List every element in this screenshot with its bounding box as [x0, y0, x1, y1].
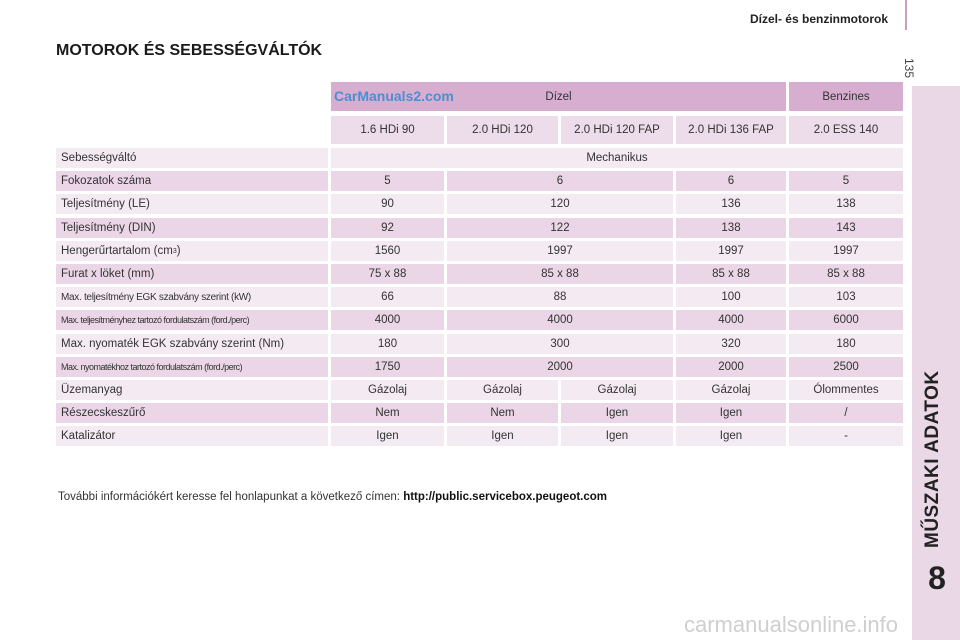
- header-title: Dízel- és benzinmotorok: [749, 12, 888, 26]
- sidebar-title: MŰSZAKI ADATOK: [922, 370, 943, 548]
- table-cell: 136: [676, 194, 786, 214]
- table-cell: 6: [447, 171, 673, 191]
- footnote-text: További információkért keresse fel honlapunkat a következő címen:: [58, 491, 404, 503]
- table-cell: 1997: [447, 241, 673, 261]
- chapter-number: 8: [928, 560, 946, 596]
- engine-header: 2.0 HDi 120 FAP: [561, 116, 673, 144]
- table-cell: 85 x 88: [447, 264, 673, 284]
- engine-header: 1.6 HDi 90: [331, 116, 444, 144]
- table-cell: Nem: [447, 403, 558, 423]
- row-label: Katalizátor: [56, 426, 328, 446]
- row-label: Teljesítmény (LE): [56, 194, 328, 214]
- page-number: 135: [902, 58, 916, 79]
- table-cell: 1560: [331, 241, 444, 261]
- table-cell: 180: [789, 334, 903, 354]
- engine-header: 2.0 HDi 120: [447, 116, 558, 144]
- table-cell: 88: [447, 287, 673, 307]
- table-cell: 2500: [789, 357, 903, 377]
- table-cell: 92: [331, 218, 444, 238]
- row-label: Max. nyomatékhoz tartozó fordulatszám (ford./perc): [56, 357, 328, 377]
- table-cell: 6: [676, 171, 786, 191]
- row-label: Max. nyomaték EGK szabvány szerint (Nm): [56, 334, 328, 354]
- engine-header: 2.0 HDi 136 FAP: [676, 116, 786, 144]
- row-label: Teljesítmény (DIN): [56, 218, 328, 238]
- watermark-bottom: carmanualsonline.info: [684, 612, 899, 637]
- table-cell: Igen: [447, 426, 558, 446]
- table-cell: 1997: [789, 241, 903, 261]
- group-header-diesel: Dízel: [331, 82, 786, 111]
- table-cell: Nem: [331, 403, 444, 423]
- table-cell: Ólommentes: [789, 380, 903, 400]
- table-cell: 180: [331, 334, 444, 354]
- table-cell: 5: [789, 171, 903, 191]
- table-cell: 4000: [676, 310, 786, 330]
- table-cell: 1750: [331, 357, 444, 377]
- table-cell: Gázolaj: [331, 380, 444, 400]
- table-cell: 66: [331, 287, 444, 307]
- row-label: Részecskeszűrő: [56, 403, 328, 423]
- table-cell: Gázolaj: [676, 380, 786, 400]
- footnote: [58, 491, 607, 503]
- table-cell: 100: [676, 287, 786, 307]
- row-label: Max. teljesítményhez tartozó fordulatszám (ford./perc): [56, 310, 328, 330]
- table-cell: 85 x 88: [789, 264, 903, 284]
- table-cell: 90: [331, 194, 444, 214]
- table-cell: Gázolaj: [561, 380, 673, 400]
- engine-header: 2.0 ESS 140: [789, 116, 903, 144]
- table-cell: 138: [789, 194, 903, 214]
- row-label: Hengerűrtartalom (cm 3 ): [56, 241, 328, 261]
- table-cell: 138: [676, 218, 786, 238]
- row-label: Sebességváltó: [56, 148, 328, 168]
- table-cell: Igen: [676, 426, 786, 446]
- row-label: Max. teljesítmény EGK szabvány szerint (kW): [56, 287, 328, 307]
- watermark-top: CarManuals2.com: [334, 88, 454, 104]
- table-cell: 4000: [331, 310, 444, 330]
- row-label: Üzemanyag: [56, 380, 328, 400]
- table-cell: 5: [331, 171, 444, 191]
- group-header-petrol: Benzines: [789, 82, 903, 111]
- table-cell: -: [789, 426, 903, 446]
- table-cell: Gázolaj: [447, 380, 558, 400]
- table-cell: 120: [447, 194, 673, 214]
- table-cell: 320: [676, 334, 786, 354]
- table-cell: Igen: [561, 403, 673, 423]
- table-cell: 75 x 88: [331, 264, 444, 284]
- table-cell: 103: [789, 287, 903, 307]
- section-title: MOTOROK ÉS SEBESSÉGVÁLTÓK: [56, 42, 323, 59]
- superscript: 3: [172, 247, 177, 255]
- table-cell: Igen: [676, 403, 786, 423]
- table-cell: /: [789, 403, 903, 423]
- table-cell: 300: [447, 334, 673, 354]
- footnote-link[interactable]: http://public.servicebox.peugeot.com: [403, 491, 608, 503]
- row-label: Furat x löket (mm): [56, 264, 328, 284]
- table-cell: 85 x 88: [676, 264, 786, 284]
- table-cell: 2000: [676, 357, 786, 377]
- table-cell: 1997: [676, 241, 786, 261]
- table-cell: 4000: [447, 310, 673, 330]
- table-cell: 2000: [447, 357, 673, 377]
- table-cell: 143: [789, 218, 903, 238]
- table-cell: Mechanikus: [331, 148, 903, 168]
- table-cell: Igen: [561, 426, 673, 446]
- row-label: Fokozatok száma: [56, 171, 328, 191]
- table-cell: 122: [447, 218, 673, 238]
- table-cell: 6000: [789, 310, 903, 330]
- table-cell: Igen: [331, 426, 444, 446]
